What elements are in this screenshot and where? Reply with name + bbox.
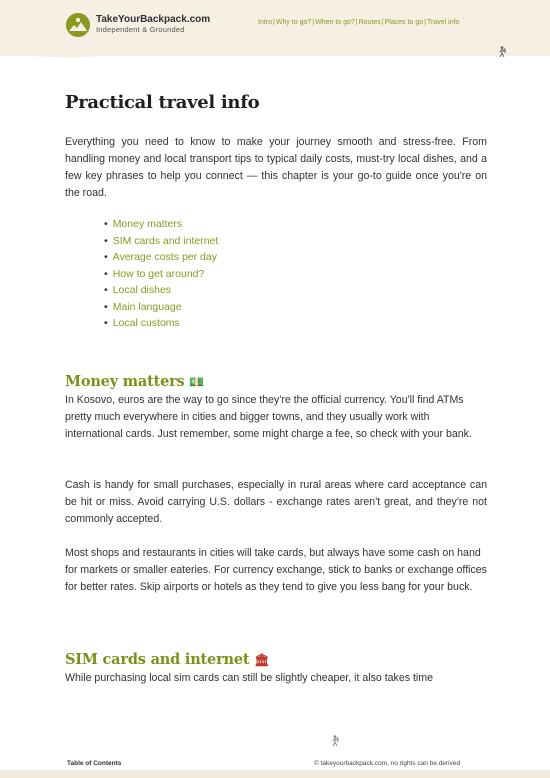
- money-icon: 💵: [189, 375, 205, 389]
- sim-cards-heading: [65, 651, 269, 668]
- toc-average-costs[interactable]: • Average costs per day: [104, 249, 218, 266]
- money-paragraph-3: Most shops and restaurants in cities will take cards, but always have some cash on hand for markets or smaller eateries. For currency exchange, stick to banks or exchange offices for better rates. Skip airports or hotels as they tend to give you less bang for your buck.: [65, 547, 487, 593]
- footer-bar: [0, 770, 550, 778]
- top-nav: Intro|Why to go?|When to go?|Routes|Places to go|Travel info: [258, 19, 460, 26]
- sim-paragraph-1: While purchasing local sim cards can still be slightly cheaper, it also takes time: [65, 672, 433, 684]
- toc-local-dishes[interactable]: • Local dishes: [104, 282, 218, 299]
- money-matters-heading: [65, 373, 204, 390]
- logo[interactable]: [96, 14, 210, 35]
- hiker-icon: [497, 46, 507, 58]
- table-of-contents-link[interactable]: Table of Contents: [67, 760, 122, 767]
- money-paragraph-2: Cash is handy for small purchases, especially in rural areas where card acceptance can be hit or miss. Avoid carrying U.S. dollars - exchange rates aren't great, and they're not commonly accepted.: [65, 479, 487, 525]
- toc-sim-cards[interactable]: • SIM cards and internet: [104, 233, 218, 250]
- toc-get-around[interactable]: • How to get around?: [104, 266, 218, 283]
- brand-name: TakeYourBackpack.com: [96, 14, 211, 25]
- logo-icon[interactable]: [66, 13, 90, 37]
- nav-why-to-go[interactable]: Why to go?: [275, 19, 312, 26]
- toc-money-matters[interactable]: • Money matters: [104, 216, 218, 233]
- nav-places-to-go[interactable]: Places to go: [384, 19, 424, 26]
- nav-intro[interactable]: Intro: [258, 19, 273, 26]
- footer-hiker-icon: [330, 735, 340, 747]
- toc-local-customs[interactable]: • Local customs: [104, 315, 218, 332]
- header-wave: [0, 44, 550, 66]
- nav-travel-info[interactable]: Travel info: [427, 19, 460, 26]
- copyright-notice: © takeyourbackpack.com, no rights can be derived: [314, 760, 461, 767]
- brand-tagline: Independent & Grounded: [96, 25, 185, 34]
- intro-paragraph: Everything you need to know to make your journey smooth and stress-free. From handling money and local transport tips to typical daily costs, must-try local dishes, and a few key phrases to help you connect — this chapter is your go-to guide once you're on the road.: [65, 136, 487, 199]
- toc-main-language[interactable]: • Main language: [104, 299, 218, 316]
- nav-when-to-go[interactable]: When to go?: [315, 19, 355, 26]
- sim-cards-title: SIM cards and internet: [65, 651, 250, 668]
- money-paragraph-1: In Kosovo, euros are the way to go since they're the official currency. You'll find ATMs pretty much everywhere in cities and bigger towns, and they usually work with international cards. Just remember, some might charge a fee, so check with your bank.: [65, 394, 472, 440]
- nav-routes[interactable]: Routes: [358, 19, 381, 26]
- page-title: Practical travel info: [65, 92, 260, 113]
- chapter-toc: [104, 216, 218, 332]
- bank-icon: 🏛: [254, 653, 270, 667]
- money-matters-title: Money matters: [65, 373, 185, 390]
